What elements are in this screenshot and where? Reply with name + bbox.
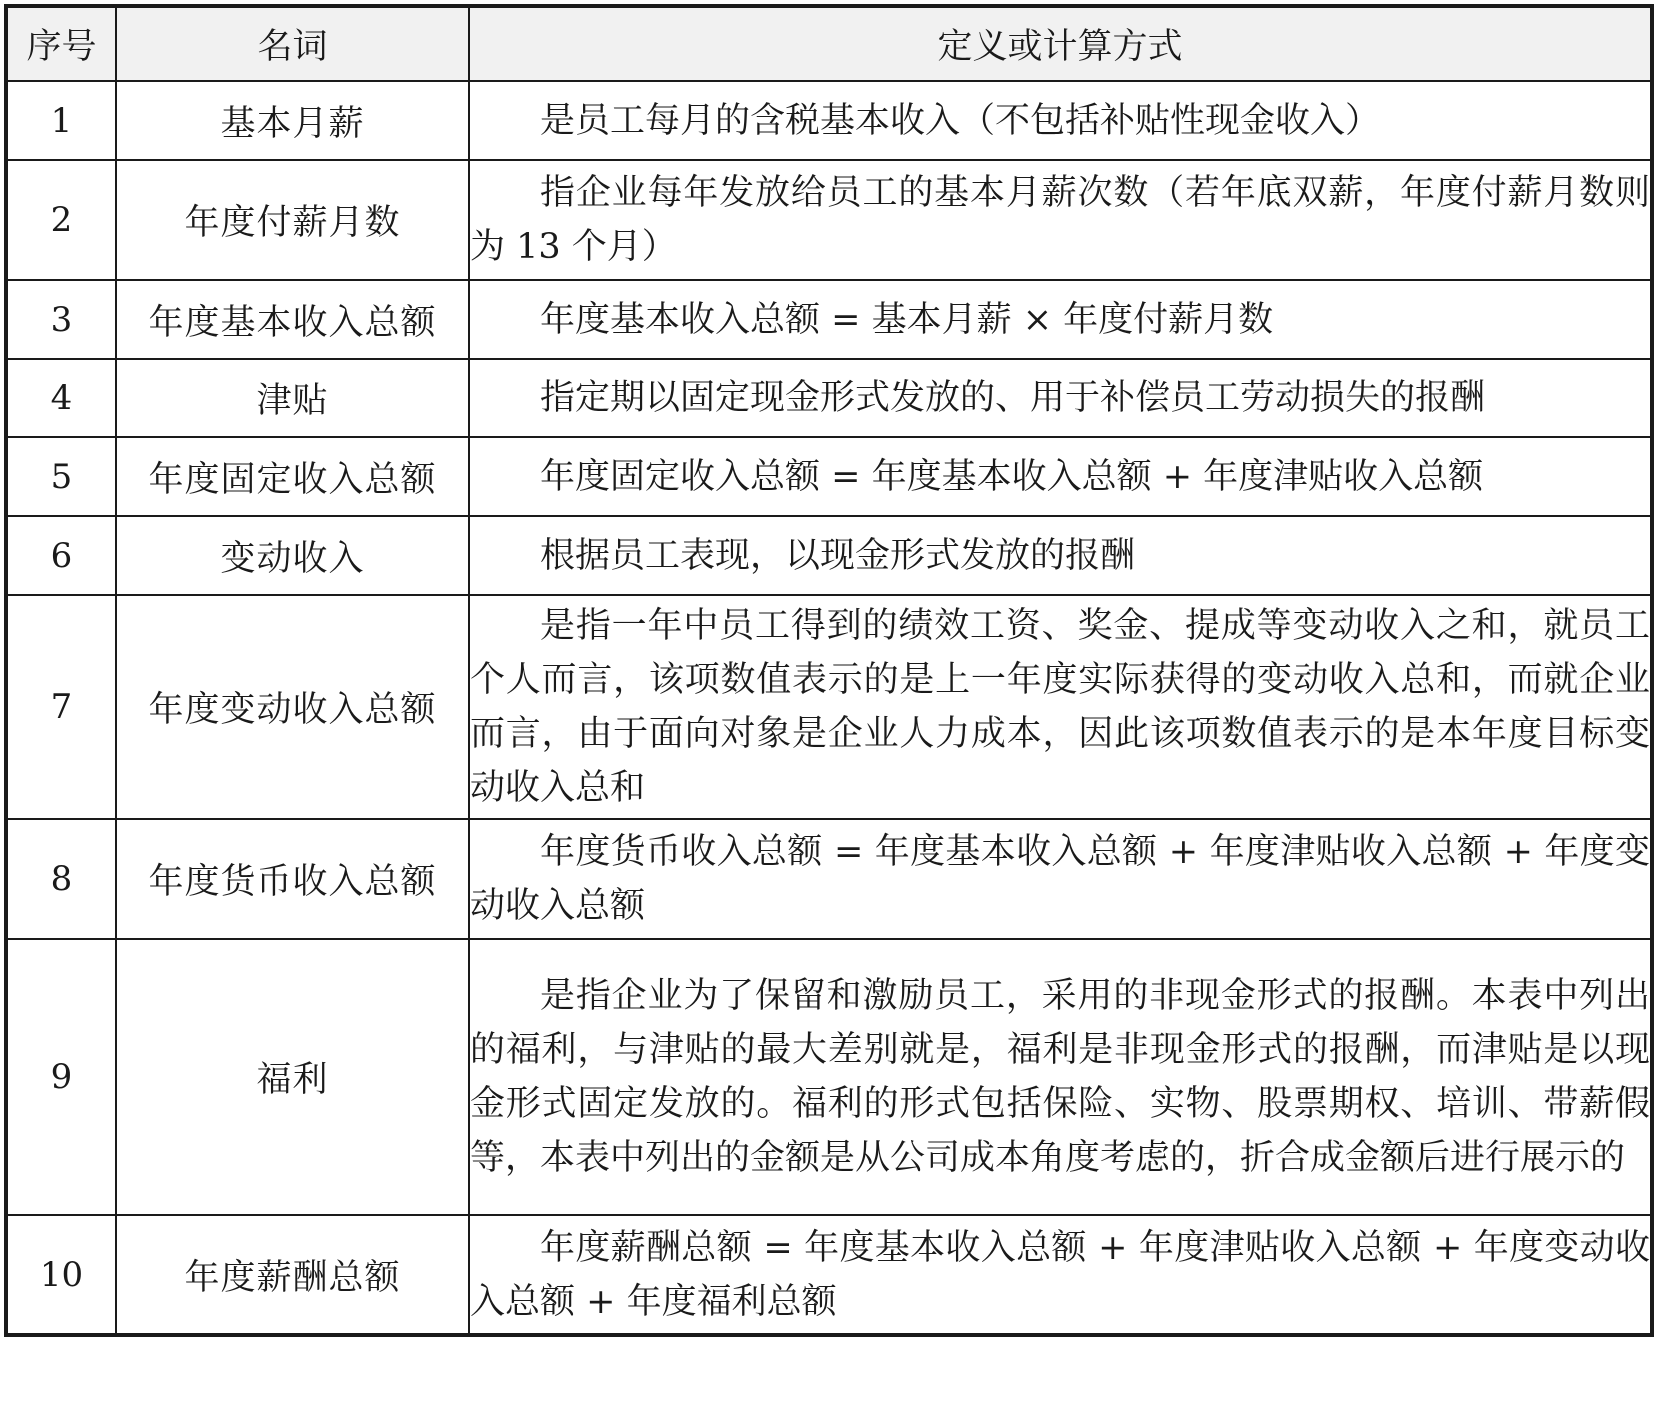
header-no: 序号: [6, 6, 116, 81]
row-number: 1: [6, 81, 116, 160]
table-row: [6, 160, 1652, 280]
definition-cell: [469, 1215, 1652, 1335]
row-number: 8: [6, 819, 116, 939]
term-cell: 年度固定收入总额: [116, 437, 469, 516]
table-row: [6, 359, 1652, 437]
table-row: [6, 1215, 1652, 1335]
definition-cell: [469, 819, 1652, 939]
definition-text: 年度基本收入总额 = 基本月薪 × 年度付薪月数: [540, 299, 1274, 340]
definition-cell: [469, 939, 1652, 1215]
compensation-terms-table: [4, 4, 1654, 1337]
row-number: 3: [6, 280, 116, 359]
term-cell: 基本月薪: [116, 81, 469, 160]
term-cell: 年度货币收入总额: [116, 819, 469, 939]
row-number: 5: [6, 437, 116, 516]
table-row: [6, 280, 1652, 359]
header-row: [6, 6, 1652, 81]
definition-cell: [469, 160, 1652, 280]
row-number: 6: [6, 516, 116, 595]
header-definition: 定义或计算方式: [469, 6, 1652, 81]
term-cell: 年度基本收入总额: [116, 280, 469, 359]
definition-cell: [469, 595, 1652, 819]
row-number: 7: [6, 595, 116, 819]
table-row: [6, 939, 1652, 1215]
table-header: [6, 6, 1652, 81]
table-row: [6, 81, 1652, 160]
definition-text: 是员工每月的含税基本收入（不包括补贴性现金收入）: [540, 100, 1381, 141]
definition-cell: [469, 516, 1652, 595]
row-number: 10: [6, 1215, 116, 1335]
term-cell: 津贴: [116, 359, 469, 437]
definition-cell: [469, 359, 1652, 437]
definition-text: 指定期以固定现金形式发放的、用于补偿员工劳动损失的报酬: [540, 378, 1486, 418]
definition-text: 是指一年中员工得到的绩效工资、奖金、提成等变动收入之和，就员工个人而言，该项数值表示的是上一年度实际获得的变动收入总和，而就企业而言，由于面向对象是企业人力成本，因此该项数值表示的是本年度目标变动收入总和: [470, 606, 1650, 808]
table-row: [6, 595, 1652, 819]
term-cell: 变动收入: [116, 516, 469, 595]
row-number: 4: [6, 359, 116, 437]
table-row: [6, 819, 1652, 939]
term-cell: 福利: [116, 939, 469, 1215]
table-body: [6, 81, 1652, 1335]
table-row: [6, 516, 1652, 595]
definition-text: 年度货币收入总额 = 年度基本收入总额 + 年度津贴收入总额 + 年度变动收入总额: [470, 832, 1650, 926]
definition-text: 年度薪酬总额 = 年度基本收入总额 + 年度津贴收入总额 + 年度变动收入总额 + 年度福利总额: [470, 1227, 1650, 1322]
term-cell: 年度付薪月数: [116, 160, 469, 280]
definition-cell: [469, 437, 1652, 516]
term-cell: 年度薪酬总额: [116, 1215, 469, 1335]
row-number: 9: [6, 939, 116, 1215]
table-row: [6, 437, 1652, 516]
definition-text: 指企业每年发放给员工的基本月薪次数（若年底双薪，年度付薪月数则为 13 个月）: [470, 173, 1650, 267]
term-cell: 年度变动收入总额: [116, 595, 469, 819]
definition-text: 根据员工表现，以现金形式发放的报酬: [540, 535, 1136, 576]
definition-text: 是指企业为了保留和激励员工，采用的非现金形式的报酬。本表中列出的福利，与津贴的最大差别就是，福利是非现金形式的报酬，而津贴是以现金形式固定发放的。福利的形式包括保险、实物、股票期权、培训、带薪假等，本表中列出的金额是从公司成本角度考虑的，折合成金额后进行展示的: [470, 976, 1650, 1178]
definition-cell: [469, 280, 1652, 359]
definition-text: 年度固定收入总额 = 年度基本收入总额 + 年度津贴收入总额: [540, 456, 1484, 497]
header-term: 名词: [116, 6, 469, 81]
definition-cell: [469, 81, 1652, 160]
row-number: 2: [6, 160, 116, 280]
